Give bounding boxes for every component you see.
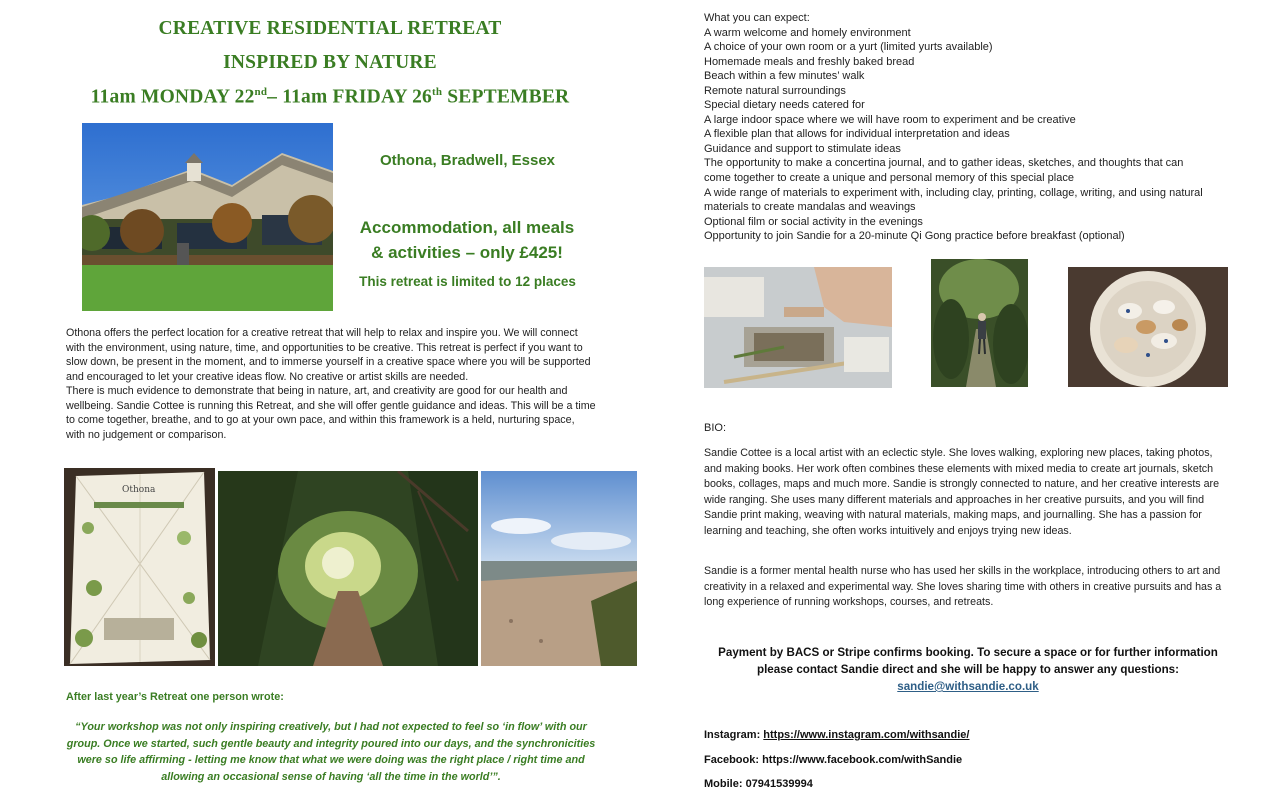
expectations-title: What you can expect: bbox=[704, 12, 810, 24]
list-item: The opportunity to make a concertina journal, and to gather ideas, sketches, and thoughts that can bbox=[704, 157, 1184, 170]
list-item: Beach within a few minutes’ walk bbox=[704, 70, 865, 83]
woodland-path-photo bbox=[218, 471, 478, 666]
title-line-2: INSPIRED BY NATURE bbox=[223, 52, 437, 73]
list-item: Special dietary needs catered for bbox=[704, 99, 865, 112]
title-line-1: CREATIVE RESIDENTIAL RETREAT bbox=[158, 18, 502, 39]
list-item: Optional film or social activity in the evenings bbox=[704, 215, 923, 228]
workshop-table-photo bbox=[704, 267, 892, 388]
price-headline: Accommodation, all meals & activities – only £425! bbox=[359, 218, 575, 262]
facebook-contact: Facebook: https://www.facebook.com/withSandie bbox=[704, 754, 963, 766]
testimonial-label: After last year’s Retreat one person wrote: bbox=[66, 691, 284, 703]
mobile-contact: Mobile: 07941539994 bbox=[704, 778, 813, 790]
payment-info: Payment by BACS or Stripe confirms booking. To secure a space or for further information please contact Sandie direct and she will be happy to answer any questions: sandie@withsandie.co.uk bbox=[718, 646, 1218, 693]
intro-paragraph-1: Othona offers the perfect location for a creative retreat that will help to relax and inspire you. We will connect with the environment, using nature, time, and opportunities to be creative. This retreat is perfect if you want to slow down, be present in the moment, and to immerse yourself in a creative space where you will be supported and encouraged to let your creative ideas flow. No creative or artist skills are needed. bbox=[66, 327, 591, 383]
list-item: A flexible plan that allows for individual interpretation and ideas bbox=[704, 128, 1010, 141]
bio-paragraph-1: Sandie Cottee is a local artist with an eclectic style. She loves walking, exploring new places, taking photos, and making books. Her work often combines these elements with mixed media to create art journals, sketch books, collages, maps and much more. Sandie is strongly connected to nature, and her creative interests are wide ranging. She uses many different materials and approaches in her creative pursuits, and you will find Sandie print making, weaving with natural materials, making maps, and journalling. She has a passion for learning and teaching, she often works intuitively and enjoys trying new ideas. bbox=[704, 447, 1220, 537]
list-item: Opportunity to join Sandie for a 20-minute Qi Gong practice before breakfast (optional) bbox=[704, 230, 1125, 243]
list-item: A large indoor space where we will have room to experiment and be creative bbox=[704, 113, 1076, 126]
testimonial-quote: “Your workshop was not only inspiring creatively, but I had not expected to feel so ‘in flow’ with our group. Once we started, such gentle beauty and integrity poured into our days, and the synchronicities were so life affirming - letting me know that what we were doing was the right place / right time and allowing an occasional sense of having ‘all the time in the world’”. bbox=[66, 721, 596, 783]
mobile-number: 07941539994 bbox=[745, 778, 813, 790]
hand-drawn-map-photo bbox=[64, 468, 215, 666]
facebook-link[interactable]: https://www.facebook.com/withSandie bbox=[762, 754, 963, 766]
intro-text bbox=[66, 326, 596, 442]
instagram-link[interactable]: https://www.instagram.com/withsandie/ bbox=[763, 729, 970, 741]
intro-paragraph-2: There is much evidence to demonstrate that being in nature, art, and creativity are good for our health and wellbeing. Sandie Cottee is running this Retreat, and she will offer gentle guidance and ideas. This will be a time to come together, breathe, and to go at your own pace, and within this framework is a held, nurturing space, with no judgement or comparison. bbox=[66, 385, 596, 441]
svg-text:Othona: Othona bbox=[122, 485, 156, 495]
list-item: Homemade meals and freshly baked bread bbox=[704, 55, 915, 68]
list-item: A choice of your own room or a yurt (limited yurts available) bbox=[704, 41, 993, 54]
bio-title: BIO: bbox=[704, 422, 727, 434]
email-link[interactable]: sandie@withsandie.co.uk bbox=[897, 680, 1039, 693]
list-item: A wide range of materials to experiment with, including clay, printing, collage, writing, and using natural bbox=[704, 186, 1203, 199]
list-item: come together to create a unique and personal memory of this special place bbox=[704, 172, 1074, 185]
othona-building-photo bbox=[82, 123, 333, 311]
list-item: Guidance and support to stimulate ideas bbox=[704, 142, 901, 155]
list-item: Remote natural surroundings bbox=[704, 84, 846, 97]
places-limit: This retreat is limited to 12 places bbox=[359, 274, 576, 289]
title-dates: 11am MONDAY 22nd– 11am FRIDAY 26th SEPTEMBER bbox=[90, 86, 570, 108]
instagram-contact: Instagram: https://www.instagram.com/withsandie/ bbox=[704, 729, 970, 741]
venue-location: Othona, Bradwell, Essex bbox=[379, 152, 556, 169]
walking-in-woods-photo bbox=[931, 259, 1028, 387]
beach-photo bbox=[481, 471, 637, 666]
bio-paragraph-2: Sandie is a former mental health nurse who has used her skills in the workplace, introducing others to art and creativity in a relaxed and experimental way. She loves sharing time with others in creative pursuits and has a long experience of running workshops, courses, and retreats. bbox=[704, 565, 1222, 609]
list-item: materials to create mandalas and weavings bbox=[704, 201, 916, 214]
clay-pieces-bowl-photo bbox=[1068, 267, 1228, 387]
expectations-list bbox=[704, 11, 1264, 244]
list-item: A warm welcome and homely environment bbox=[704, 26, 911, 39]
